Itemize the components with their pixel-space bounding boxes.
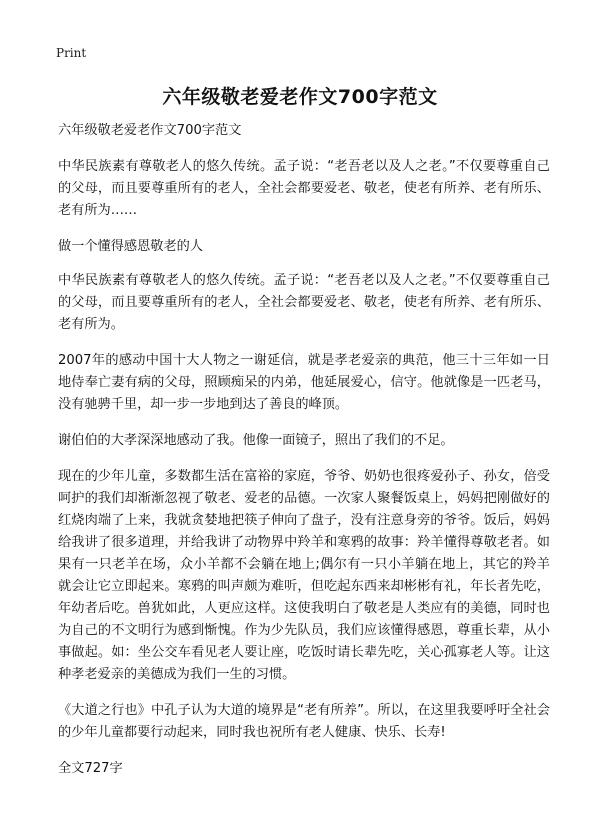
paragraph-word-count: 全文727字 [58,761,123,776]
paragraph-body: 谢伯伯的大孝深深地感动了我。他像一面镜子，照出了我们的不足。 [58,433,454,448]
paragraph-body: 《大道之行也》中孔子认为大道的境界是“老有所养”。所以，在这里我要呼吁全社会的少年儿童都要行动起来，同时我也祝所有老人健康、快乐、长寿! [58,703,550,740]
paragraph-body: 中华民族素有尊敬老人的悠久传统。孟子说：“老吾老以及人之老。”不仅要尊重自己的父母，而且要尊重所有的老人，全社会都要爱老、敬老，使老有所养、老有所乐、老有所为。 [58,273,550,332]
paragraph-intro: 中华民族素有尊敬老人的悠久传统。孟子说：“老吾老以及人之老。”不仅要尊重自己的父母，而且要尊重所有的老人，全社会都要爱老、敬老，使老有所养、老有所乐、老有所为…… [58,159,550,218]
paragraph-body: 2007年的感动中国十大人物之一谢延信，就是孝老爱亲的典范，他三十三年如一日地侍奉亡妻有病的父母，照顾痴呆的内弟，他延展爱心，信守。他就像是一匹老马，没有驰骋千里，却一步一步地到达了善良的峰顶。 [58,353,550,412]
document-body [58,120,550,794]
print-link[interactable]: Print [56,46,87,60]
document-title: 六年级敬老爱老作文700字范文 [162,86,438,108]
paragraph-heading: 做一个懂得感恩敬老的人 [58,239,204,254]
paragraph-subtitle: 六年级敬老爱老作文700字范文 [58,123,242,138]
paragraph-body: 现在的少年儿童，多数都生活在富裕的家庭，爷爷、奶奶也很疼爱孙子、孙女，倍受呵护的我们却渐渐忽视了敬老、爱老的品德。一次家人聚餐饭桌上，妈妈把刚做好的红烧肉端了上来，我就贪婪地把筷子伸向了盘子，没有注意身旁的爷爷。饭后，妈妈给我讲了很多道理，并给我讲了动物界中羚羊和寒鸦的故事：羚羊懂得尊敬老者。如果有一只老羊在场，众小羊都不会躺在地上;偶尔有一只小羊躺在地上，其它的羚羊就会让它立即起来。寒鸦的叫声颇为难听，但吃起东西来却彬彬有礼，年长者先吃，年幼者后吃。兽犹如此，人更应这样。这使我明白了敬老是人类应有的美德，同时也为自己的不文明行为感到惭愧。作为少先队员，我们应该懂得感恩，尊重长辈，从小事做起。如：坐公交车看见老人要让座，吃饭时请长辈先吃，关心孤寡老人等。让这种孝老爱亲的美德成为我们一生的习惯。 [58,469,550,682]
